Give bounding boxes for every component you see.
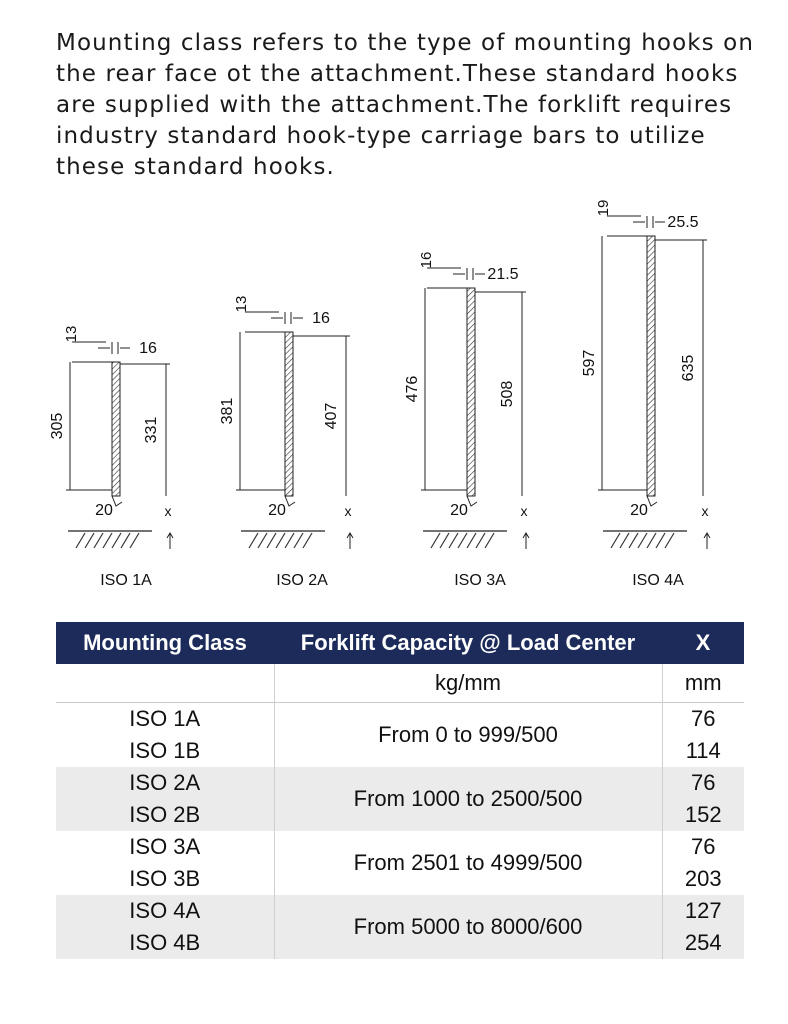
x-value: 152	[684, 802, 722, 827]
hook-width-label: 25.5	[667, 214, 699, 231]
ground-hatch	[620, 533, 629, 548]
ground-hatch	[76, 533, 85, 548]
intro-line: these standard hooks.	[56, 154, 335, 180]
ground-hatch	[130, 533, 139, 548]
mounting-class-table	[56, 622, 744, 959]
bottom-dimension-label: 20	[630, 502, 648, 519]
class-name: ISO 2A	[129, 770, 201, 795]
capacity-cell: From 5000 to 8000/600	[274, 895, 662, 959]
ground-hatch	[458, 533, 467, 548]
x-dimension-label: x	[520, 503, 528, 519]
diagram-label-iso-2a: ISO 2A	[276, 572, 328, 589]
header-x: X	[662, 622, 744, 664]
class-name: ISO 2B	[129, 802, 201, 827]
class-cell	[56, 703, 274, 768]
ground-hatch	[449, 533, 458, 548]
class-cell	[56, 895, 274, 959]
table-row	[56, 831, 744, 895]
ground-hatch	[258, 533, 267, 548]
x-value: 254	[684, 930, 722, 955]
x-dimension-label: x	[164, 503, 172, 519]
top-dimension-label: 13	[233, 295, 250, 313]
ground-hatch	[267, 533, 276, 548]
ground-hatch	[611, 533, 620, 548]
units-x: mm	[662, 664, 744, 703]
hook-plate	[647, 236, 655, 496]
hook-width-label: 16	[312, 310, 330, 327]
x-value: 76	[691, 706, 716, 731]
header-forklift-capacity: Forklift Capacity @ Load Center	[274, 622, 662, 664]
class-name: ISO 1A	[129, 706, 201, 731]
table-row	[56, 703, 744, 768]
table-header-row	[56, 622, 744, 664]
class-name: ISO 3A	[129, 834, 201, 859]
ground-hatch	[276, 533, 285, 548]
class-cell	[56, 831, 274, 895]
diagram-label-iso-4a: ISO 4A	[632, 572, 684, 589]
x-cell	[662, 895, 744, 959]
ground-hatch	[431, 533, 440, 548]
ground-hatch	[665, 533, 674, 548]
intro-line: are supplied with the attachment.The forklift requires	[56, 92, 733, 118]
hook-diagrams-svg	[0, 180, 788, 600]
diagram-label-iso-3a: ISO 3A	[454, 572, 506, 589]
hook-width-label: 21.5	[487, 266, 519, 283]
ground-hatch	[638, 533, 647, 548]
left-height-label: 597	[581, 349, 598, 377]
top-dimension-label: 16	[418, 251, 435, 269]
ground-hatch	[647, 533, 656, 548]
capacity-cell: From 1000 to 2500/500	[274, 767, 662, 831]
ground-hatch	[476, 533, 485, 548]
intro-line: Mounting class refers to the type of mounting hooks on	[56, 30, 755, 56]
ground-hatch	[249, 533, 258, 548]
class-name: ISO 3B	[129, 866, 201, 891]
units-row	[56, 664, 744, 703]
top-dimension-label: 19	[595, 199, 612, 217]
hook-nose	[285, 496, 295, 506]
capacity-cell: From 2501 to 4999/500	[274, 831, 662, 895]
table-row	[56, 767, 744, 831]
right-height-label: 508	[499, 380, 516, 408]
ground-hatch	[94, 533, 103, 548]
x-value: 114	[685, 738, 721, 763]
hook-nose	[647, 496, 657, 506]
top-dimension-label: 13	[63, 325, 80, 343]
intro-line: the rear face ot the attachment.These standard hooks	[56, 61, 739, 87]
x-value: 76	[691, 834, 716, 859]
intro-line: industry standard hook-type carriage bars to utilize	[56, 123, 706, 149]
x-cell	[662, 767, 744, 831]
x-cell	[662, 703, 744, 768]
x-value: 203	[684, 866, 722, 891]
ground-hatch	[285, 533, 294, 548]
hook-diagrams	[0, 180, 788, 600]
ground-hatch	[485, 533, 494, 548]
x-dimension-label: x	[701, 503, 709, 519]
ground-hatch	[103, 533, 112, 548]
ground-hatch	[121, 533, 130, 548]
hook-width-label: 16	[139, 340, 157, 357]
x-dimension-label: x	[344, 503, 352, 519]
ground-hatch	[629, 533, 638, 548]
class-cell	[56, 767, 274, 831]
ground-hatch	[467, 533, 476, 548]
left-height-label: 305	[49, 412, 66, 440]
header-mounting-class: Mounting Class	[56, 622, 274, 664]
class-name: ISO 1B	[129, 738, 201, 763]
intro-paragraph	[56, 28, 755, 183]
table-row	[56, 895, 744, 959]
bottom-dimension-label: 20	[450, 502, 468, 519]
right-height-label: 635	[680, 354, 697, 382]
ground-hatch	[303, 533, 312, 548]
hook-nose	[467, 496, 477, 506]
ground-hatch	[294, 533, 303, 548]
capacity-cell: From 0 to 999/500	[274, 703, 662, 768]
x-value: 127	[684, 898, 722, 923]
ground-hatch	[112, 533, 121, 548]
ground-hatch	[656, 533, 665, 548]
x-value: 76	[691, 770, 716, 795]
left-height-label: 381	[219, 397, 236, 425]
bottom-dimension-label: 20	[95, 502, 113, 519]
units-capacity: kg/mm	[274, 664, 662, 703]
hook-plate	[112, 362, 120, 496]
class-name: ISO 4B	[129, 930, 201, 955]
x-cell	[662, 831, 744, 895]
right-height-label: 407	[323, 402, 340, 430]
diagram-label-iso-1a: ISO 1A	[100, 572, 152, 589]
ground-hatch	[440, 533, 449, 548]
units-class	[56, 664, 274, 703]
bottom-dimension-label: 20	[268, 502, 286, 519]
left-height-label: 476	[404, 375, 421, 403]
hook-nose	[112, 496, 122, 506]
hook-plate	[467, 288, 475, 496]
hook-plate	[285, 332, 293, 496]
ground-hatch	[85, 533, 94, 548]
right-height-label: 331	[143, 416, 160, 444]
class-name: ISO 4A	[129, 898, 201, 923]
